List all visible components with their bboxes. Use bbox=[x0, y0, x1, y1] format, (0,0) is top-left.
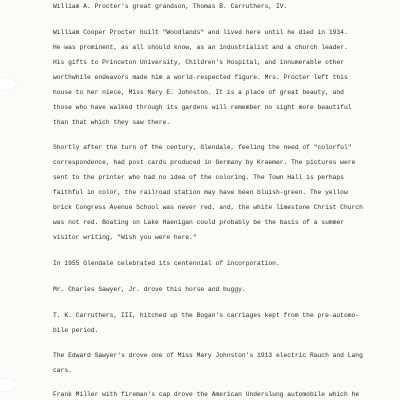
text-line: bile period. bbox=[53, 327, 99, 334]
text-line: correspondence, had post cards produced in Germany by Kraemer. The pictures were bbox=[53, 159, 356, 166]
text-line: was not red. Boating on Lake Haenigan could probably be the basis of a summer bbox=[53, 219, 344, 226]
text-line: Shortly after the turn of the century, Glendale, feeling the need of "colorful" bbox=[53, 144, 352, 151]
text-line: William A. Procter's great grandson, Thomas B. Carruthers, IV. bbox=[53, 3, 288, 10]
text-line: T. K. Carruthers, III, hitched up the Bogan's carriages kept from the pre-automo- bbox=[53, 312, 360, 319]
text-line: brick Congress Avenue School was never red, and, the white limestone Christ Church bbox=[53, 204, 363, 211]
text-line: Mr. Charles Sawyer, Jr. drove this horse and buggy. bbox=[53, 286, 246, 293]
text-line: those who have walked through its gardens will remember no sight more beautiful bbox=[53, 104, 352, 111]
text-line: visitor writing, "Wish you were here." bbox=[53, 234, 197, 241]
text-line: sent to the printer who had no idea of the coloring. The Town Hall is perhaps bbox=[53, 174, 344, 181]
text-line: house to her niece, Miss Mary E. Johnston. It is a place of great beauty, and bbox=[53, 89, 344, 96]
text-line: Frank Miller with fireman's cap drove the American Underslung automobile which he bbox=[53, 391, 360, 398]
text-line: His gifts to Princeton University, Children's Hospital, and innumerable other bbox=[53, 59, 344, 66]
text-line: The Edward Sawyer's drove one of Miss Mary Johnston's 1913 electric Rauch and Lang bbox=[53, 352, 363, 359]
text-line: William Cooper Procter built "Woodlands" and lived here until he died in 1934. bbox=[53, 29, 348, 36]
text-line: faithful in color, the railroad station may have been bluish-green. The yellow bbox=[53, 189, 348, 196]
text-line: He was prominent, as all should know, as an industrialist and a church leader. bbox=[53, 44, 348, 51]
text-line: than that which they saw there. bbox=[53, 119, 171, 126]
text-line: cars. bbox=[53, 367, 72, 374]
punch-hole-top bbox=[0, 77, 17, 91]
text-line: worthwhile endeavors made him a world-respected figure. Mrs. Procter left this bbox=[53, 74, 348, 81]
text-line: In 1955 Glendale celebrated its centennial of incorporation. bbox=[53, 260, 280, 267]
punch-hole-bottom bbox=[0, 378, 17, 392]
